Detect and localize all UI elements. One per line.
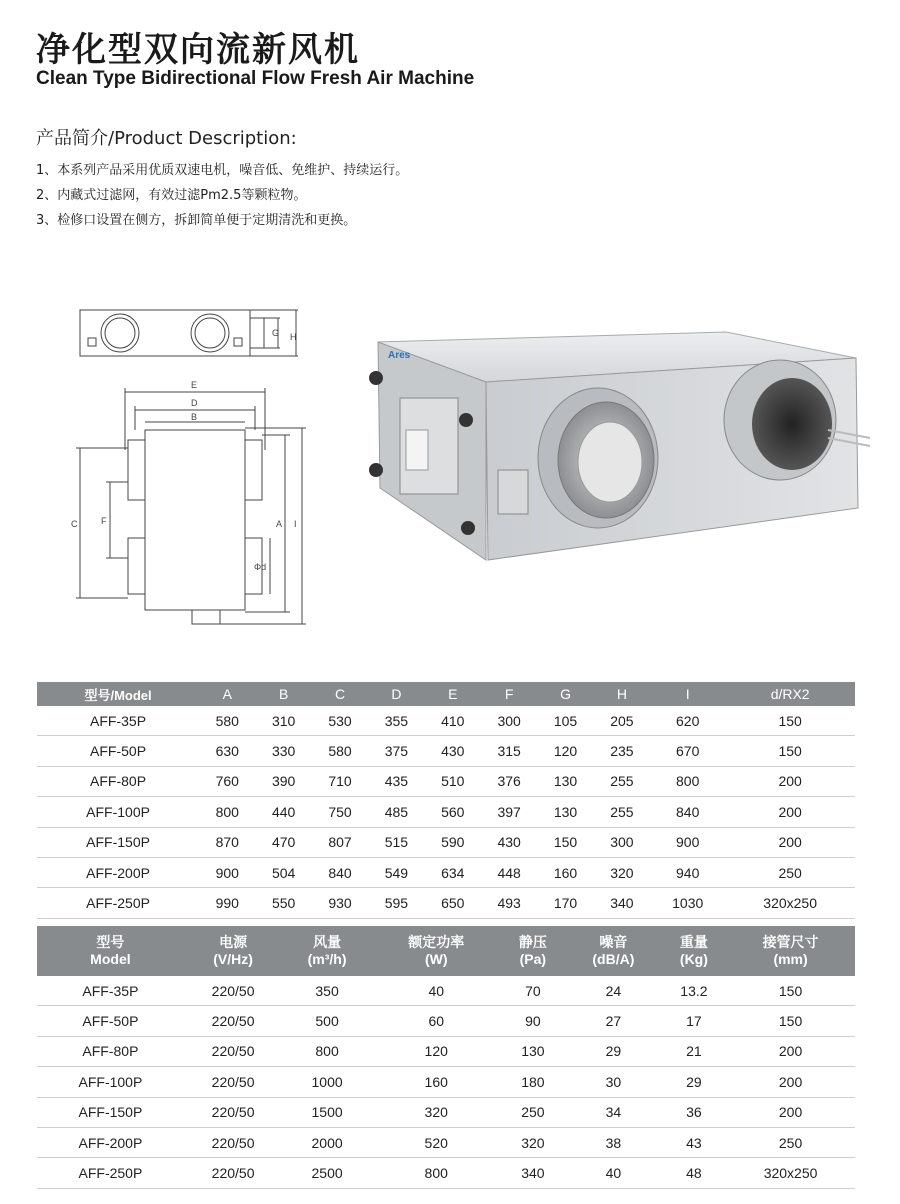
column-header-cn: 额定功率	[408, 934, 465, 950]
table-row	[37, 1127, 855, 1157]
table-cell: 500	[282, 1006, 371, 1036]
column-header	[662, 926, 726, 976]
table-cell: 800	[372, 1158, 501, 1188]
table-cell: 350	[282, 976, 371, 1006]
table-cell: 220/50	[184, 1158, 283, 1188]
table-cell: 2000	[282, 1127, 371, 1157]
table-cell: 410	[425, 706, 481, 736]
column-header: B	[255, 682, 311, 706]
table-cell: 38	[565, 1127, 662, 1157]
table-cell: 2500	[282, 1158, 371, 1188]
table-cell: 530	[312, 706, 368, 736]
table-cell: 235	[594, 736, 650, 766]
table-row	[37, 976, 855, 1006]
table-row	[37, 1097, 855, 1127]
column-header	[501, 926, 565, 976]
table-cell: 650	[425, 888, 481, 918]
table-cell: 120	[372, 1036, 501, 1066]
table-cell: 40	[372, 976, 501, 1006]
page-title-en: Clean Type Bidirectional Flow Fresh Air Machine	[36, 68, 475, 89]
table-cell: 105	[537, 706, 593, 736]
table-cell: AFF-50P	[37, 736, 199, 766]
column-header	[37, 926, 184, 976]
column-header-en: (m³/h)	[307, 951, 347, 967]
column-header-en: (W)	[424, 951, 448, 967]
table-cell: 255	[594, 766, 650, 796]
description-item: 1、本系列产品采用优质双速电机，噪音低、免维护、持续运行。	[36, 163, 409, 178]
label-d: D	[191, 398, 198, 408]
label-g: G	[272, 328, 280, 338]
table-cell: 620	[650, 706, 725, 736]
dimension-table	[37, 682, 855, 919]
table-cell: 300	[594, 827, 650, 857]
table-row	[37, 1006, 855, 1036]
table-cell: 130	[537, 797, 593, 827]
table-cell: 1000	[282, 1067, 371, 1097]
description-list	[36, 158, 408, 233]
table-cell: AFF-200P	[37, 1127, 184, 1157]
table-cell: 27	[565, 1006, 662, 1036]
table-cell: 170	[537, 888, 593, 918]
table-cell: 340	[501, 1158, 565, 1188]
label-h: H	[290, 332, 297, 342]
table-row	[37, 797, 855, 827]
table-row	[37, 857, 855, 887]
table-cell: 13.2	[662, 976, 726, 1006]
column-header: D	[368, 682, 424, 706]
table-row	[37, 827, 855, 857]
table-cell: 150	[726, 976, 855, 1006]
label-phid: Φd	[254, 562, 267, 572]
spec-table-header	[37, 926, 855, 976]
table-cell: 390	[255, 766, 311, 796]
table-cell: 250	[725, 857, 855, 887]
column-header: d/RX2	[725, 682, 855, 706]
dimension-drawing	[70, 300, 330, 640]
column-header: A	[199, 682, 255, 706]
table-cell: 60	[372, 1006, 501, 1036]
table-cell: 17	[662, 1006, 726, 1036]
table-cell: 470	[255, 827, 311, 857]
table-cell: 21	[662, 1036, 726, 1066]
table-cell: 220/50	[184, 976, 283, 1006]
table-cell: 440	[255, 797, 311, 827]
column-header-cn: 型号	[96, 934, 125, 950]
table-cell: 320	[594, 857, 650, 887]
table-cell: 150	[725, 736, 855, 766]
column-header-en: (mm)	[773, 951, 808, 967]
table-cell: 250	[501, 1097, 565, 1127]
table-row	[37, 766, 855, 796]
table-cell: 430	[481, 827, 537, 857]
table-cell: 220/50	[184, 1127, 283, 1157]
column-header: C	[312, 682, 368, 706]
table-cell: AFF-150P	[37, 1097, 184, 1127]
table-cell: AFF-35P	[37, 976, 184, 1006]
table-cell: 160	[537, 857, 593, 887]
label-a: A	[276, 519, 283, 529]
table-cell: 710	[312, 766, 368, 796]
table-cell: 200	[725, 827, 855, 857]
table-cell: 220/50	[184, 1097, 283, 1127]
table-cell: 150	[725, 706, 855, 736]
table-cell: AFF-80P	[37, 1036, 184, 1066]
table-cell: 320	[501, 1127, 565, 1157]
table-cell: 549	[368, 857, 424, 887]
table-cell: AFF-250P	[37, 888, 199, 918]
table-cell: 504	[255, 857, 311, 887]
table-cell: 130	[537, 766, 593, 796]
table-row	[37, 1036, 855, 1066]
table-cell: 355	[368, 706, 424, 736]
table-cell: 43	[662, 1127, 726, 1157]
table-cell: 595	[368, 888, 424, 918]
table-cell: 34	[565, 1097, 662, 1127]
column-header-en: (Pa)	[519, 951, 547, 967]
table-row	[37, 706, 855, 736]
table-cell: AFF-100P	[37, 1067, 184, 1097]
table-cell: 30	[565, 1067, 662, 1097]
table-cell: AFF-250P	[37, 1158, 184, 1188]
table-cell: 800	[650, 766, 725, 796]
column-header: I	[650, 682, 725, 706]
table-cell: 320x250	[725, 888, 855, 918]
column-header-cn: 电源	[219, 934, 248, 950]
table-cell: 760	[199, 766, 255, 796]
table-cell: 840	[312, 857, 368, 887]
table-cell: 250	[726, 1127, 855, 1157]
table-cell: 840	[650, 797, 725, 827]
table-cell: 930	[312, 888, 368, 918]
label-e: E	[191, 380, 198, 390]
column-header	[282, 926, 371, 976]
product-photo	[358, 320, 878, 570]
label-i: I	[294, 519, 297, 529]
table-cell: 180	[501, 1067, 565, 1097]
label-b: B	[191, 412, 198, 422]
table-cell: 940	[650, 857, 725, 887]
column-header-cn: 风量	[313, 934, 342, 950]
table-cell: 430	[425, 736, 481, 766]
table-cell: 255	[594, 797, 650, 827]
table-cell: 340	[594, 888, 650, 918]
dimension-table-header	[37, 682, 855, 706]
table-cell: 448	[481, 857, 537, 887]
table-cell: 807	[312, 827, 368, 857]
table-cell: 375	[368, 736, 424, 766]
table-cell: 515	[368, 827, 424, 857]
table-cell: 630	[199, 736, 255, 766]
table-cell: 310	[255, 706, 311, 736]
table-cell: 560	[425, 797, 481, 827]
table-cell: 485	[368, 797, 424, 827]
brand-logo: Ares	[388, 350, 411, 361]
table-cell: AFF-50P	[37, 1006, 184, 1036]
column-header-cn: 静压	[518, 934, 547, 950]
table-cell: 220/50	[184, 1067, 283, 1097]
table-cell: 90	[501, 1006, 565, 1036]
table-cell: 750	[312, 797, 368, 827]
table-cell: 70	[501, 976, 565, 1006]
table-cell: 990	[199, 888, 255, 918]
table-cell: 435	[368, 766, 424, 796]
column-header: F	[481, 682, 537, 706]
page-title-cn: 净化型双向流新风机	[36, 30, 360, 70]
table-cell: 397	[481, 797, 537, 827]
table-cell: 200	[726, 1067, 855, 1097]
table-cell: 800	[282, 1036, 371, 1066]
table-cell: 36	[662, 1097, 726, 1127]
table-cell: 320x250	[726, 1158, 855, 1188]
column-header	[726, 926, 855, 976]
table-cell: 120	[537, 736, 593, 766]
table-cell: 29	[565, 1036, 662, 1066]
column-header-cn: 噪音	[599, 934, 628, 950]
table-row	[37, 736, 855, 766]
table-cell: 150	[726, 1006, 855, 1036]
column-header	[565, 926, 662, 976]
table-cell: 300	[481, 706, 537, 736]
table-cell: 200	[726, 1036, 855, 1066]
column-header-cn: 重量	[679, 934, 708, 950]
table-cell: AFF-35P	[37, 706, 199, 736]
column-header: 型号/Model	[37, 682, 199, 706]
table-cell: 670	[650, 736, 725, 766]
table-cell: 550	[255, 888, 311, 918]
table-cell: 1030	[650, 888, 725, 918]
table-cell: 634	[425, 857, 481, 887]
table-cell: 205	[594, 706, 650, 736]
table-cell: 24	[565, 976, 662, 1006]
table-cell: 580	[312, 736, 368, 766]
column-header: H	[594, 682, 650, 706]
table-cell: AFF-200P	[37, 857, 199, 887]
column-header-cn: 接管尺寸	[762, 934, 819, 950]
table-row	[37, 888, 855, 918]
column-header: G	[537, 682, 593, 706]
table-cell: 150	[537, 827, 593, 857]
column-header: E	[425, 682, 481, 706]
spec-table	[37, 926, 855, 1189]
table-cell: 315	[481, 736, 537, 766]
column-header-en: (Kg)	[679, 951, 708, 967]
table-cell: 200	[725, 797, 855, 827]
table-cell: 900	[650, 827, 725, 857]
table-cell: 40	[565, 1158, 662, 1188]
table-cell: 220/50	[184, 1006, 283, 1036]
table-cell: 1500	[282, 1097, 371, 1127]
table-cell: AFF-100P	[37, 797, 199, 827]
description-item: 3、检修口设置在侧方，拆卸简单便于定期清洗和更换。	[36, 213, 357, 228]
description-heading: 产品简介/Product Description:	[36, 128, 297, 149]
table-cell: 493	[481, 888, 537, 918]
description-item: 2、内藏式过滤网，有效过滤Pm2.5等颗粒物。	[36, 188, 307, 203]
label-c: C	[71, 519, 78, 529]
table-cell: 160	[372, 1067, 501, 1097]
table-cell: 220/50	[184, 1036, 283, 1066]
table-cell: 510	[425, 766, 481, 796]
column-header-en: (V/Hz)	[213, 951, 253, 967]
table-cell: 130	[501, 1036, 565, 1066]
table-cell: 520	[372, 1127, 501, 1157]
table-cell: 800	[199, 797, 255, 827]
column-header	[184, 926, 283, 976]
front-view-body	[145, 430, 245, 610]
label-f: F	[101, 516, 107, 526]
table-cell: 376	[481, 766, 537, 796]
table-cell: 900	[199, 857, 255, 887]
table-cell: AFF-150P	[37, 827, 199, 857]
table-row	[37, 1158, 855, 1188]
table-cell: 870	[199, 827, 255, 857]
column-header-en: Model	[90, 951, 131, 967]
column-header-en: (dB/A)	[592, 951, 635, 967]
column-header	[372, 926, 501, 976]
table-cell: AFF-80P	[37, 766, 199, 796]
table-cell: 590	[425, 827, 481, 857]
table-cell: 330	[255, 736, 311, 766]
table-cell: 29	[662, 1067, 726, 1097]
table-row	[37, 1067, 855, 1097]
table-cell: 580	[199, 706, 255, 736]
table-cell: 48	[662, 1158, 726, 1188]
table-cell: 200	[725, 766, 855, 796]
table-cell: 320	[372, 1097, 501, 1127]
table-cell: 200	[726, 1097, 855, 1127]
